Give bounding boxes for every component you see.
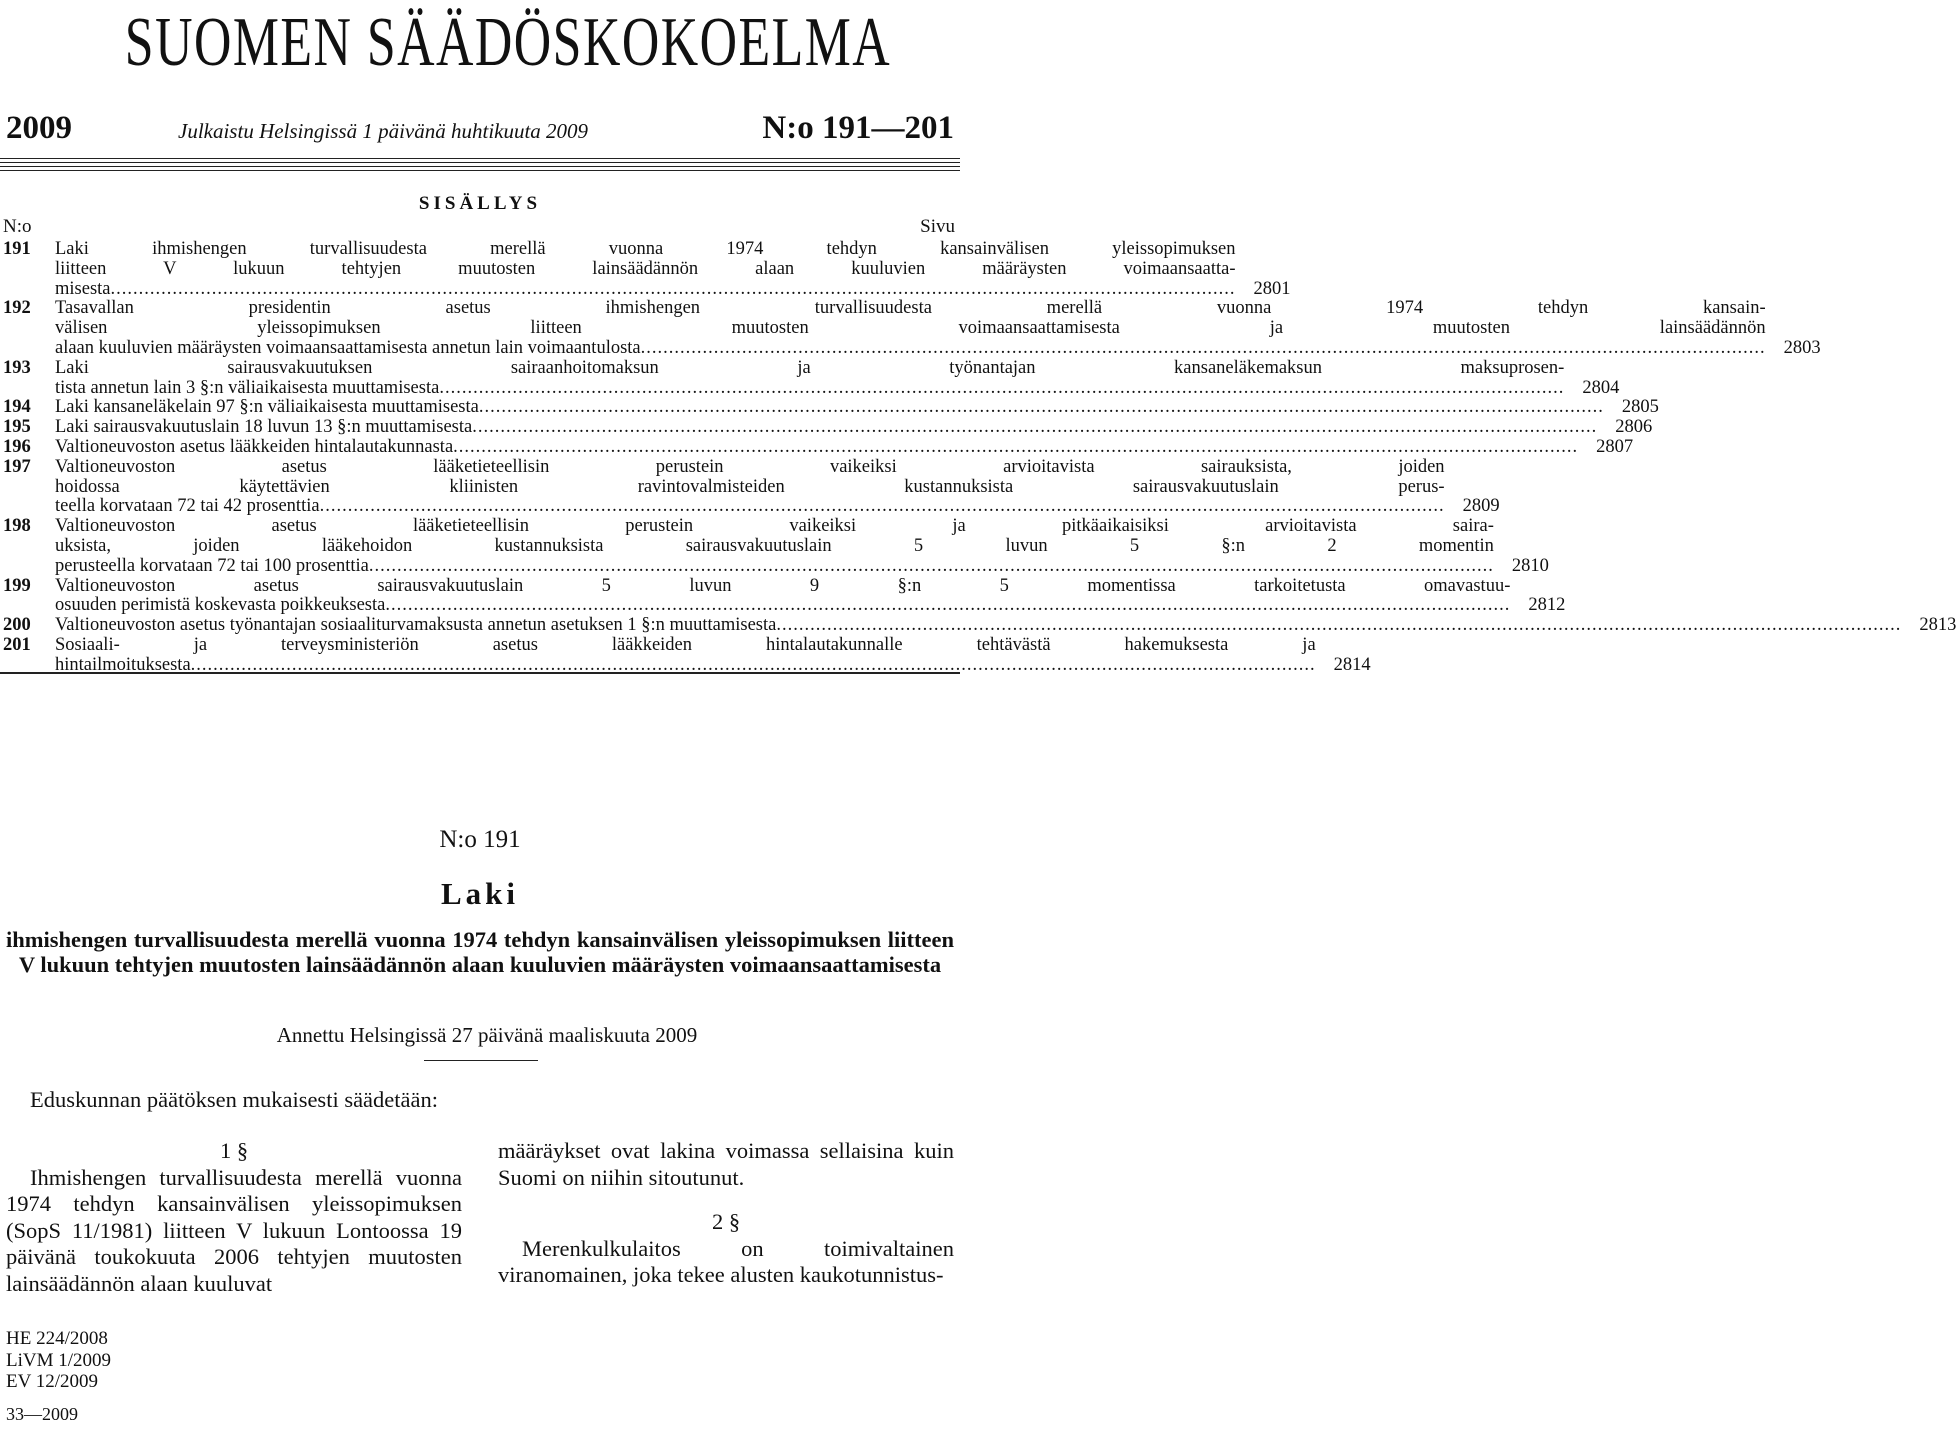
toc-leader-dots: ........................................................................................................................................................................................................	[190, 654, 1316, 675]
toc-entry-number: 197	[3, 456, 31, 477]
toc-leader-dots: ........................................................................................................................................................................................................	[478, 397, 1604, 418]
toc-entry-number: 200	[3, 615, 31, 636]
short-divider	[424, 1060, 538, 1061]
toc-number-header: N:o	[3, 216, 32, 237]
reference-livm: LiVM 1/2009	[6, 1349, 112, 1371]
year: 2009	[6, 110, 72, 146]
toc-entry-line: Valtioneuvoston asetus lääketieteellisin perustein vaikeiksi ja pitkäaikaisiksi arvioitavista saira-	[55, 516, 1494, 537]
table-of-contents	[3, 239, 1956, 676]
toc-entry-title	[55, 398, 1604, 418]
statute-number: N:o 191	[439, 826, 521, 853]
toc-leader-dots: ........................................................................................................................................................................................................	[640, 337, 1766, 358]
enacting-clause: Eduskunnan päätöksen mukaisesti säädetään:	[30, 1087, 439, 1112]
toc-entry-line: Valtioneuvoston asetus työnantajan sosiaaliturvamaksusta annetun asetuksen 1 §:n muuttamisesta	[55, 615, 777, 636]
toc-entry-page: 2805	[1621, 397, 1659, 418]
toc-leader-dots: ........................................................................................................................................................................................................	[368, 555, 1494, 576]
publication-date: Julkaistu Helsingissä 1 päivänä huhtikuuta 2009	[178, 119, 589, 143]
toc-entry-page: 2801	[1253, 278, 1291, 299]
page-identifier: 33—2009	[6, 1404, 78, 1424]
toc-entry	[3, 436, 1634, 458]
masthead-title: SUOMEN SÄÄDÖSKOKOELMA	[124, 4, 892, 81]
toc-entry-page: 2809	[1462, 496, 1500, 517]
toc-entry	[3, 615, 1956, 636]
toc-entry-number: 196	[3, 436, 31, 457]
toc-entry-number: 191	[3, 239, 31, 259]
toc-entry-number: 192	[3, 298, 31, 319]
toc-entry-line: perusteella korvataan 72 tai 100 prosenttia	[55, 555, 369, 576]
toc-entry-title	[55, 577, 1510, 617]
statute-title: ihmishengen turvallisuudesta merellä vuonna 1974 tehdyn kansainvälisen yleissopimuksen liitteen V lukuun tehtyjen muutosten lainsäädännön alaan kuuluvien määräysten voimaansaattamisesta	[6, 927, 954, 977]
toc-entry-title	[55, 359, 1564, 399]
toc-entry	[3, 417, 1653, 438]
toc-entry-line: teella korvataan 72 tai 42 prosenttia	[55, 496, 320, 517]
toc-leader-dots: ........................................................................................................................................................................................................	[385, 595, 1511, 616]
toc-entry-line: osuuden perimistä koskevasta poikkeuksesta	[55, 595, 386, 616]
section-1-text: Ihmishengen turvallisuudesta merellä vuonna 1974 tehdyn kansainvälisen yleissopimuksen (SopS 11/1981) liitteen V lukuun Lontoossa 19 päivänä toukokuuta 2006 tehtyjen muutosten lainsäädännön alaan kuuluvat	[6, 1164, 462, 1296]
toc-entry-page: 2803	[1783, 337, 1821, 358]
toc-entry-page: 2812	[1528, 595, 1566, 616]
statute-range: N:o 191—201	[762, 110, 954, 146]
toc-entry-page: 2804	[1582, 377, 1620, 398]
toc-entry-line: Sosiaali- ja terveysministeriön asetus lääkkeiden hintalautakunnalle tehtävästä hakemuksesta ja	[55, 634, 1316, 655]
toc-entry-line: Tasavallan presidentin asetus ihmishengen turvallisuudesta merellä vuonna 1974 tehdyn kansain-	[55, 298, 1766, 319]
toc-title: SISÄLLYS	[418, 193, 542, 214]
toc-entry	[3, 397, 1659, 418]
toc-entry-title	[55, 438, 1578, 458]
reference-ev: EV 12/2009	[6, 1371, 99, 1392]
toc-entry-page: 2807	[1596, 436, 1634, 457]
legislative-references	[6, 1328, 111, 1393]
toc-entry-line: Valtioneuvoston asetus sairausvakuutuslain 5 luvun 9 §:n 5 momentissa tarkoitetusta omavastuu-	[55, 575, 1511, 596]
toc-entry-title	[55, 458, 1445, 517]
toc-entry-line: hoidossa käytettävien kliinisten ravintovalmisteiden kustannuksista sairausvakuutuslain perus-	[55, 476, 1445, 497]
toc-entry	[3, 298, 1821, 358]
toc-entry-title	[55, 517, 1494, 576]
toc-entry-number: 201	[3, 634, 31, 655]
toc-leader-dots: ........................................................................................................................................................................................................	[439, 377, 1565, 398]
given-date: Annettu Helsingissä 27 päivänä maaliskuuta 2009	[276, 1023, 698, 1047]
toc-page-header: Sivu	[920, 216, 955, 237]
toc-entry-title	[55, 636, 1316, 676]
toc-entry-line: Valtioneuvoston asetus lääkkeiden hintalautakunnasta	[55, 436, 454, 457]
toc-leader-dots: ........................................................................................................................................................................................................	[110, 278, 1236, 299]
toc-entry-line: liitteen V lukuun tehtyjen muutosten lainsäädännön alaan kuuluvien määräysten voimaansaatta-	[55, 258, 1236, 279]
toc-entry-line: Valtioneuvoston asetus lääketieteellisin perustein vaikeiksi arvioitavista sairauksista, joiden	[55, 456, 1445, 477]
toc-entry-line: Laki ihmishengen turvallisuudesta merellä vuonna 1974 tehdyn kansainvälisen yleissopimuksen	[55, 239, 1236, 259]
toc-entry-line: Laki kansaneläkelain 97 §:n väliaikaisesta muuttamisesta	[55, 397, 479, 418]
toc-leader-dots: ........................................................................................................................................................................................................	[776, 615, 1902, 636]
toc-leader-dots: ........................................................................................................................................................................................................	[319, 496, 1445, 517]
publication-line	[6, 110, 954, 154]
toc-entry	[3, 239, 1291, 299]
left-column	[6, 1138, 462, 1297]
toc-entry-title	[55, 616, 1901, 636]
toc-leader-dots: ........................................................................................................................................................................................................	[472, 417, 1598, 438]
toc-entry-number: 194	[3, 397, 31, 418]
toc-entry-page: 2814	[1333, 654, 1371, 675]
section-1-continuation: määräykset ovat lakina voimassa sellaisina kuin Suomi on niihin sitoutunut.	[498, 1138, 954, 1190]
toc-entry	[3, 456, 1500, 517]
toc-entry-line: uksista, joiden lääkehoidon kustannuksista sairausvakuutuslain 5 luvun 5 §:n 2 momentin	[55, 535, 1494, 556]
toc-entry-title	[55, 240, 1236, 299]
statute-kind: Laki	[440, 876, 520, 911]
toc-column-headers	[3, 216, 955, 238]
toc-entry	[3, 575, 1566, 617]
toc-entry-line: alaan kuuluvien määräysten voimaansaattamisesta annetun lain voimaantulosta	[55, 337, 641, 358]
toc-entry	[3, 516, 1549, 576]
toc-entry	[3, 634, 1371, 676]
toc-entry-page: 2810	[1511, 555, 1549, 576]
toc-entry-line: hintailmoituksesta	[55, 654, 191, 675]
section-2-text: Merenkulkulaitos on toimivaltainen viranomainen, joka tekee alusten kaukotunnistus-	[498, 1235, 954, 1287]
toc-entry-title	[55, 299, 1766, 358]
toc-entry-page: 2813	[1919, 615, 1956, 636]
toc-leader-dots: ........................................................................................................................................................................................................	[453, 436, 1579, 457]
toc-entry-page: 2806	[1615, 417, 1653, 438]
toc-entry-line: Laki sairausvakuutuslain 18 luvun 13 §:n muuttamisesta	[55, 417, 473, 438]
reference-he: HE 224/2008	[6, 1328, 108, 1349]
header-rules	[0, 158, 960, 174]
toc-entry	[3, 357, 1620, 399]
toc-entry-title	[55, 418, 1597, 438]
toc-entry-line: misesta	[55, 278, 111, 299]
section-1-heading: 1 §	[219, 1138, 249, 1163]
right-column	[498, 1138, 954, 1289]
toc-entry-number: 195	[3, 417, 31, 438]
section-divider	[0, 672, 960, 674]
toc-entry-number: 193	[3, 357, 31, 378]
toc-entry-number: 198	[3, 516, 31, 537]
toc-entry-number: 199	[3, 575, 31, 596]
toc-entry-line: Laki sairausvakuutuksen sairaanhoitomaksun ja työnantajan kansaneläkemaksun maksuprosen-	[55, 357, 1565, 378]
section-2-heading: 2 §	[711, 1209, 741, 1234]
toc-entry-line: välisen yleissopimuksen liitteen muutosten voimaansaattamisesta ja muutosten lainsäädännön	[55, 318, 1766, 339]
toc-entry-line: tista annetun lain 3 §:n väliaikaisesta muuttamisesta	[55, 377, 440, 398]
